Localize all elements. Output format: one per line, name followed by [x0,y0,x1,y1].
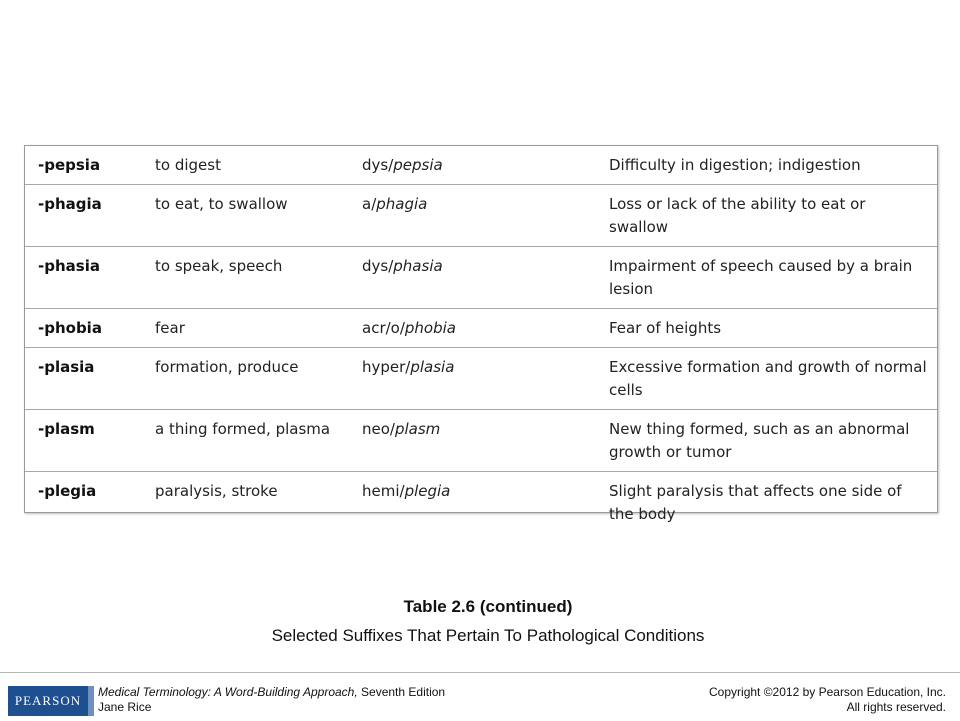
table-row [25,410,937,472]
suffix-cell: -phobia [25,309,142,348]
book-author: Jane Rice [98,700,152,714]
table-row [25,146,937,185]
definition-cell: Excessive formation and growth of normal cells [596,348,937,410]
meaning-cell: to eat, to swallow [142,185,349,247]
definition-cell: Loss or lack of the ability to eat or swallow [596,185,937,247]
copyright-notice: Copyright ©2012 by Pearson Education, Inc. All rights reserved. [709,685,946,714]
term-cell: acr/o/phobia [349,309,596,348]
meaning-cell: to digest [142,146,349,185]
term-cell: hyper/plasia [349,348,596,410]
meaning-cell: formation, produce [142,348,349,410]
table-caption-title: Table 2.6 (continued) [403,597,573,616]
book-title: Medical Terminology: A Word-Building Approach, [98,685,358,699]
table-row [25,309,937,348]
suffix-cell: -phasia [25,247,142,309]
definition-cell: Difficulty in digestion; indigestion [596,146,937,185]
table-row [25,348,937,410]
suffix-cell: -phagia [25,185,142,247]
suffix-table [24,145,938,523]
suffix-cell: -pepsia [25,146,142,185]
table-row [25,185,937,247]
definition-cell: Impairment of speech caused by a brain lesion [596,247,937,309]
suffix-cell: -plegia [38,482,97,500]
term-cell: dys/pepsia [349,146,596,185]
suffix-cell: -plasia [25,348,142,410]
book-citation [98,685,445,715]
suffix-cell: -plasm [25,410,142,472]
meaning-cell: to speak, speech [142,247,349,309]
meaning-cell: paralysis, stroke [155,482,278,500]
slide-footer [0,672,960,721]
table-row [25,247,937,309]
book-edition: Seventh Edition [357,685,446,699]
term-cell: neo/plasm [349,410,596,472]
definition-cell: New thing formed, such as an abnormal growth or tumor [596,410,937,472]
table-row [25,472,937,534]
term-cell: a/phagia [349,185,596,247]
term-cell: hemi/plegia [362,482,451,500]
term-cell: dys/phasia [349,247,596,309]
definition-cell: Fear of heights [596,309,937,348]
table-caption-subtitle: Selected Suffixes That Pertain To Pathological Conditions [271,626,705,645]
meaning-cell: a thing formed, plasma [142,410,349,472]
definition-cell: Slight paralysis that affects one side of the body [609,482,902,523]
meaning-cell: fear [142,309,349,348]
pearson-logo: PEARSON [8,686,88,716]
